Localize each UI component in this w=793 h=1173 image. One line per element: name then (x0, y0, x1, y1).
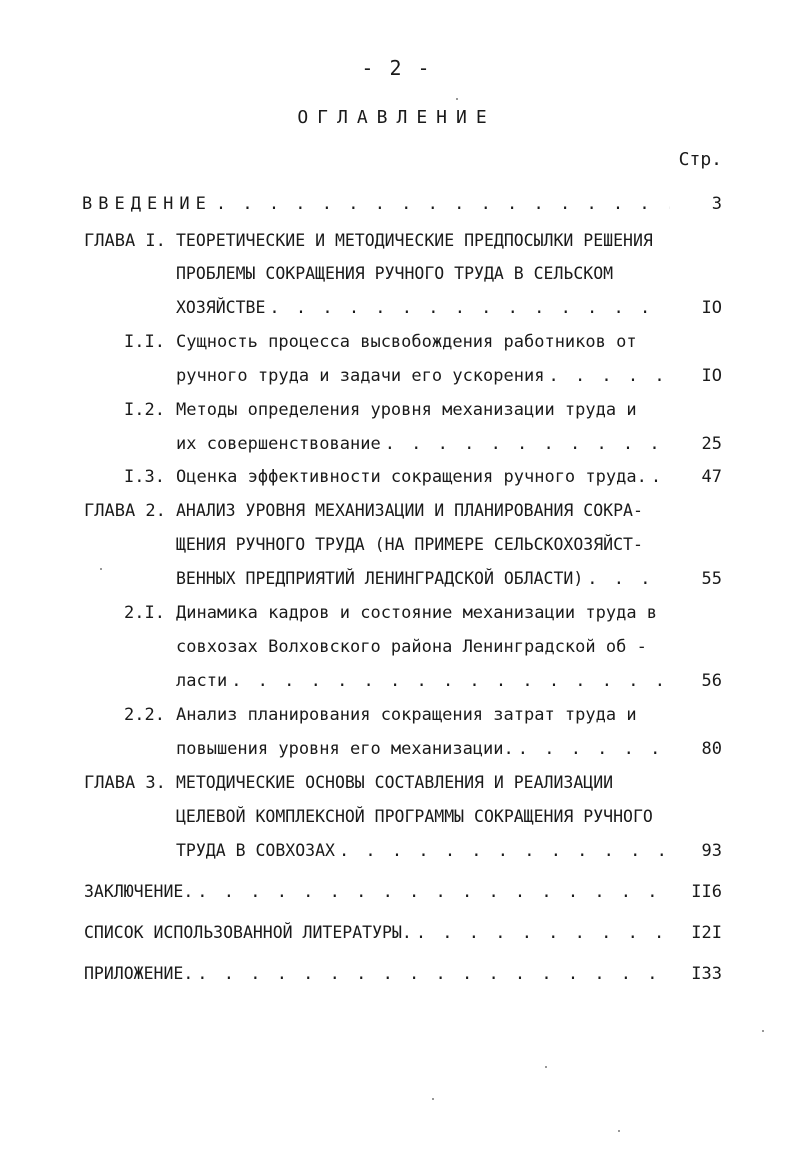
scan-speck (432, 1098, 434, 1100)
toc-entry-chapter-1[interactable] (176, 296, 722, 320)
toc-entry-references[interactable] (84, 921, 722, 945)
dot-leader (335, 839, 670, 863)
toc-entry-label: СПИСОК ИСПОЛЬЗОВАННОЙ ЛИТЕРАТУРЫ. (84, 923, 412, 942)
scan-speck (618, 1130, 620, 1132)
scan-speck (762, 1030, 764, 1032)
section-1-2-title-line-2: их совершенствование (176, 434, 381, 454)
toc-entry-page: 3 (711, 194, 722, 214)
chapter-3-title-line-2: ЦЕЛЕВОЙ КОМПЛЕКСНОЙ ПРОГРАММЫ СОКРАЩЕНИЯ РУЧНОГО (176, 807, 653, 826)
chapter-2-number: ГЛАВА 2. (84, 501, 166, 521)
toc-entry-intro[interactable] (82, 192, 722, 216)
toc-entry-page: 56 (701, 671, 722, 691)
toc-entry-page: 47 (701, 467, 722, 487)
section-1-2-title-line-1: Методы определения уровня механизации труда и (176, 400, 637, 420)
dot-leader (227, 669, 670, 693)
toc-entry-page: 25 (701, 434, 722, 454)
dot-leader (381, 432, 670, 456)
dot-leader (193, 880, 670, 904)
section-1-1-number: I.I. (124, 332, 165, 352)
toc-entry-chapter-3[interactable] (176, 839, 722, 863)
toc-entry-chapter-2[interactable] (176, 567, 722, 591)
scan-speck (456, 98, 458, 100)
toc-title: ОГЛАВЛЕНИЕ (297, 107, 496, 128)
dot-leader (412, 921, 670, 945)
section-2-1-title-line-2: совхозах Волховского района Ленинградской об - (176, 637, 647, 657)
toc-entry-page: 55 (701, 569, 722, 589)
chapter-1-title-line-2: ПРОБЛЕМЫ СОКРАЩЕНИЯ РУЧНОГО ТРУДА В СЕЛЬСКОМ (176, 264, 614, 283)
dot-leader (265, 296, 670, 320)
toc-entry-section-2-1[interactable] (176, 669, 722, 693)
page-column-header: Стр. (678, 149, 722, 170)
dot-leader (647, 465, 670, 489)
toc-entry-label: ВВЕДЕНИЕ (82, 194, 212, 214)
toc-entry-page: II6 (691, 882, 722, 902)
chapter-2-title-line-3: ВЕННЫХ ПРЕДПРИЯТИЙ ЛЕНИНГРАДСКОЙ ОБЛАСТИ) (176, 569, 584, 588)
toc-entry-appendix[interactable] (84, 962, 722, 986)
section-1-2-number: I.2. (124, 400, 165, 420)
toc-entry-section-2-2[interactable] (176, 737, 722, 761)
chapter-1-number: ГЛАВА I. (84, 231, 166, 251)
section-1-1-title-line-2: ручного труда и задачи его ускорения (176, 366, 545, 386)
dot-leader (193, 962, 670, 986)
toc-entry-page: I2I (691, 923, 722, 943)
chapter-2-title-line-2: ЩЕНИЯ РУЧНОГО ТРУДА (НА ПРИМЕРЕ СЕЛЬСКОХОЗЯЙСТ- (176, 535, 643, 554)
toc-entry-conclusion[interactable] (84, 880, 722, 904)
dot-leader (583, 567, 670, 591)
section-2-2-title-line-2: повышения уровня его механизации. (176, 739, 514, 759)
page-number: - 2 - (361, 56, 432, 80)
section-1-1-title-line-1: Сущность процесса высвобождения работников от (176, 332, 637, 352)
toc-entry-label: ПРИЛОЖЕНИЕ. (84, 964, 194, 983)
section-1-3-number: I.3. (124, 467, 165, 487)
dot-leader (514, 737, 670, 761)
section-2-2-title-line-1: Анализ планирования сокращения затрат труда и (176, 705, 637, 725)
toc-entry-label: ЗАКЛЮЧЕНИЕ. (84, 882, 194, 901)
toc-entry-page: 93 (701, 841, 722, 861)
section-2-1-title-line-3: ласти (176, 671, 228, 691)
chapter-2-title-line-1: АНАЛИЗ УРОВНЯ МЕХАНИЗАЦИИ И ПЛАНИРОВАНИЯ СОКРА- (176, 501, 643, 520)
scan-speck (545, 1066, 547, 1068)
section-2-2-number: 2.2. (124, 705, 165, 725)
chapter-3-title-line-1: МЕТОДИЧЕСКИЕ ОСНОВЫ СОСТАВЛЕНИЯ И РЕАЛИЗАЦИИ (176, 773, 614, 792)
dot-leader (544, 364, 670, 388)
scan-speck (100, 568, 102, 570)
chapter-1-title-line-3: ХОЗЯЙСТВЕ (176, 298, 266, 317)
chapter-3-number: ГЛАВА 3. (84, 773, 166, 793)
toc-entry-page: I33 (691, 964, 722, 984)
toc-entry-section-1-2[interactable] (176, 432, 722, 456)
section-1-3-title: Оценка эффективности сокращения ручного труда. (176, 467, 647, 487)
toc-entry-section-1-1[interactable] (176, 364, 722, 388)
toc-entry-page: 80 (701, 739, 722, 759)
toc-entry-page: IO (701, 298, 722, 318)
toc-entry-section-1-3[interactable] (176, 465, 722, 489)
chapter-1-title-line-1: ТЕОРЕТИЧЕСКИЕ И МЕТОДИЧЕСКИЕ ПРЕДПОСЫЛКИ РЕШЕНИЯ (176, 231, 653, 250)
chapter-3-title-line-3: ТРУДА В СОВХОЗАХ (176, 841, 335, 860)
dot-leader (212, 192, 670, 216)
toc-entry-page: IO (701, 366, 722, 386)
section-2-1-title-line-1: Динамика кадров и состояние механизации труда в (176, 603, 658, 623)
section-2-1-number: 2.I. (124, 603, 165, 623)
